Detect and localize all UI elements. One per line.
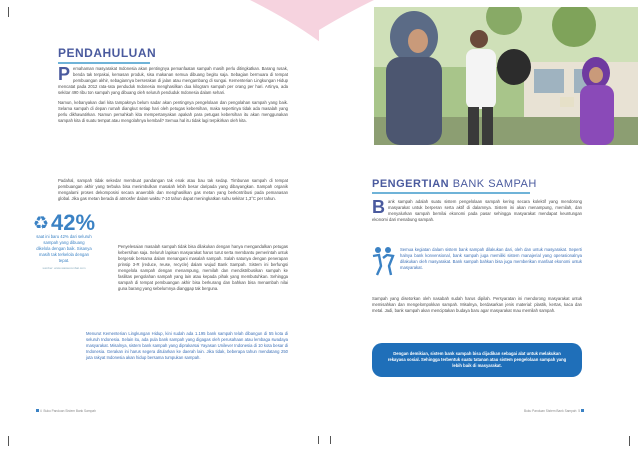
drop-cap: P xyxy=(58,64,71,84)
paragraph: Padahal, sampah tidak sekedar membuat pandangan tak enak atau bau tak sedap. Timbunan sampah di tempat pembuangan akhir yang terbuka bisa menimbulkan masalah lebih besar daripada yang dibayangkan. Sampah organik mengalami proses dekomposisi secara anaerobik dan menghasilkan gas metan yang berkontribusi pada pemanasan global. Jika gas metan berada di atmosfer dalam waktu 7-10 tahun dapat meningkatkan suhu sekitar 1,3°C per tahun. xyxy=(58,178,288,201)
paragraph: Sampah yang disetorkan oleh nasabah sudah harus dipilah. Persyaratan ini mendorong masyarakat untuk memisahkan dan mengelompokkan sampah. Misalnya, berdasarkan jenis material: plastik, kertas, kaca dan metal. Jadi, bank sampah akan menciptakan budaya baru agar masyarakat mau memilah sampah. xyxy=(372,296,582,313)
paragraph: ank sampah adalah suatu sistem pengelolaan sampah kering secara kolektif yang mendorong masyarakat untuk berperan serta aktif di dalamnya. Sistem ini akan menampung, memilah, dan menyalurkan sampah bernilai ekonomi pada pasar sehingga masyarakat mendapat keuntungan ekonomi dari menabung sampah. xyxy=(372,199,582,222)
page-footer xyxy=(524,409,584,413)
section-heading: PENGERTIAN BANK SAMPAH xyxy=(372,178,537,194)
community-icon xyxy=(371,246,395,280)
sorting-text xyxy=(372,296,582,318)
footer-text: Buku Panduan Sistem Bank Sampah xyxy=(524,409,577,413)
recycle-icon: ♻ xyxy=(32,213,50,233)
page-number: 5 xyxy=(578,409,581,413)
stat-text: saat ini baru 42% dari seluruh sampah yang dibuang dikelola dengan baik. Sisanya masih tak terkelola dengan tepat. xyxy=(36,234,92,263)
intro-text xyxy=(58,66,288,128)
paragraph: emahaman masyarakat Indonesia akan pentingnya pemanfaatan sampah masih perlu ditingkatkan. Barang rusak, benda tak terpakai, kemasan produk, sisa makanan semua dibuang begitu saja. Sebagian bermuara di tempat pembuangan akhir, sebagiannya berserakan di jalan atau mengambang di sungai. Kementerian Lingkungan Hidup mencatat pada 2012 rata-rata penduduk Indonesia menghasilkan dua kilogram sampah per orang per hari. Artinya, ada sekitar 490 ribu ton sampah yang dibuang oleh seluruh penduduk Indonesia dalam sehari. xyxy=(58,66,288,95)
definition-text xyxy=(372,199,582,227)
corner-decoration xyxy=(0,0,319,60)
paragraph: Menurut Kementerian Lingkungan Hidup, kini sudah ada 1.195 bank sampah telah dibangun di 55 kota di seluruh Indonesia. Selain itu, ada pula bank sampah yang digagas oleh perusahaan atau lembaga swadaya masyarakat. Misalnya, sistem bank sampah yang diprakarsai Yayasan Unilever Indonesia di 10 kota besar di Indonesia. Gerakan ini harus segera ditularkan ke daerah lain. Jika tidak, beberapa tahun mendatang 250 juta rakyat Indonesia akan hidup bersama tumpukan sampah. xyxy=(86,331,288,360)
solution-text xyxy=(118,244,288,296)
page-footer xyxy=(36,409,96,413)
facts-text xyxy=(86,331,288,365)
stat-value: 42% xyxy=(51,210,96,235)
stat-sidebar xyxy=(32,210,96,270)
community-photo xyxy=(374,7,638,145)
section-heading: PENDAHULUAN xyxy=(58,46,156,64)
paragraph: Namun, kebanyakan dari kita tampaknya belum sadar akan pentingnya pengelolaan dan pengolahan sampah yang baik. Selama sampah di depan rumah diangkut setiap hari oleh petugas kebersihan, maka sepertinya tidak ada masalah yang perlu dikhawatirkan. Namun pernahkah kita mempertanyakan apakah para petugas kebersihan itu akan menggunakan sampah kita di suatu tempat atau mengolahnya kembali? Semua hal itu tidak lagi terpikirkan oleh kita. xyxy=(58,100,288,123)
highlight-text xyxy=(400,247,582,275)
callout-text: Dengan demikian, sistem bank sampah bisa dijadikan sebagai alat untuk melakukan rekayasa sosial. Sehingga terbentuk suatu tatanan atau sistem pengelolaan sampah yang lebih baik di masyarakat. xyxy=(387,351,567,368)
footer-text: Buku Panduan Sistem Bank Sampah xyxy=(43,409,96,413)
paragraph: Semua kegiatan dalam sistem bank sampah dilakukan dari, oleh dan untuk masyarakat. Seperti halnya bank konvensional, bank sampah juga memiliki sistem manajerial yang operasionalnya dilakukan oleh masyarakat. Bank sampah bahkan bisa juga memberikan manfaat ekonomi untuk masyarakat. xyxy=(400,247,582,270)
page-number: 4 xyxy=(39,409,42,413)
problem-text xyxy=(58,178,288,206)
photo-illustration xyxy=(374,7,638,145)
callout-box xyxy=(372,343,582,377)
paragraph: Penyelesaian masalah sampah tidak bisa dilakukan dengan hanya mengandalkan petugas kebersihan saja. Seluruh lapisan masyarakat harus turut serta membantu pemerintah untuk bergerak bersama dalam menangani masalah sampah. Salah satunya dengan penerapan prinsip 3-R (reduce, reuse, recycle) dalam wujud Bank Sampah. Sistem ini berfungsi mengelola sampah dengan menampung, memilah dan mendistribusikan sampah ke fasilitas pengolahan sampah yang lain atau kepada pihak yang membutuhkan. Sehingga sampah di tempat pembuangan akhir bisa berkurang dan bahkan bisa menambah nilai guna barang yang sebelumnya dianggap tak berguna. xyxy=(118,244,288,291)
drop-cap: B xyxy=(372,197,385,217)
stat-source: sumber: www.wastecombat.com xyxy=(42,266,86,270)
